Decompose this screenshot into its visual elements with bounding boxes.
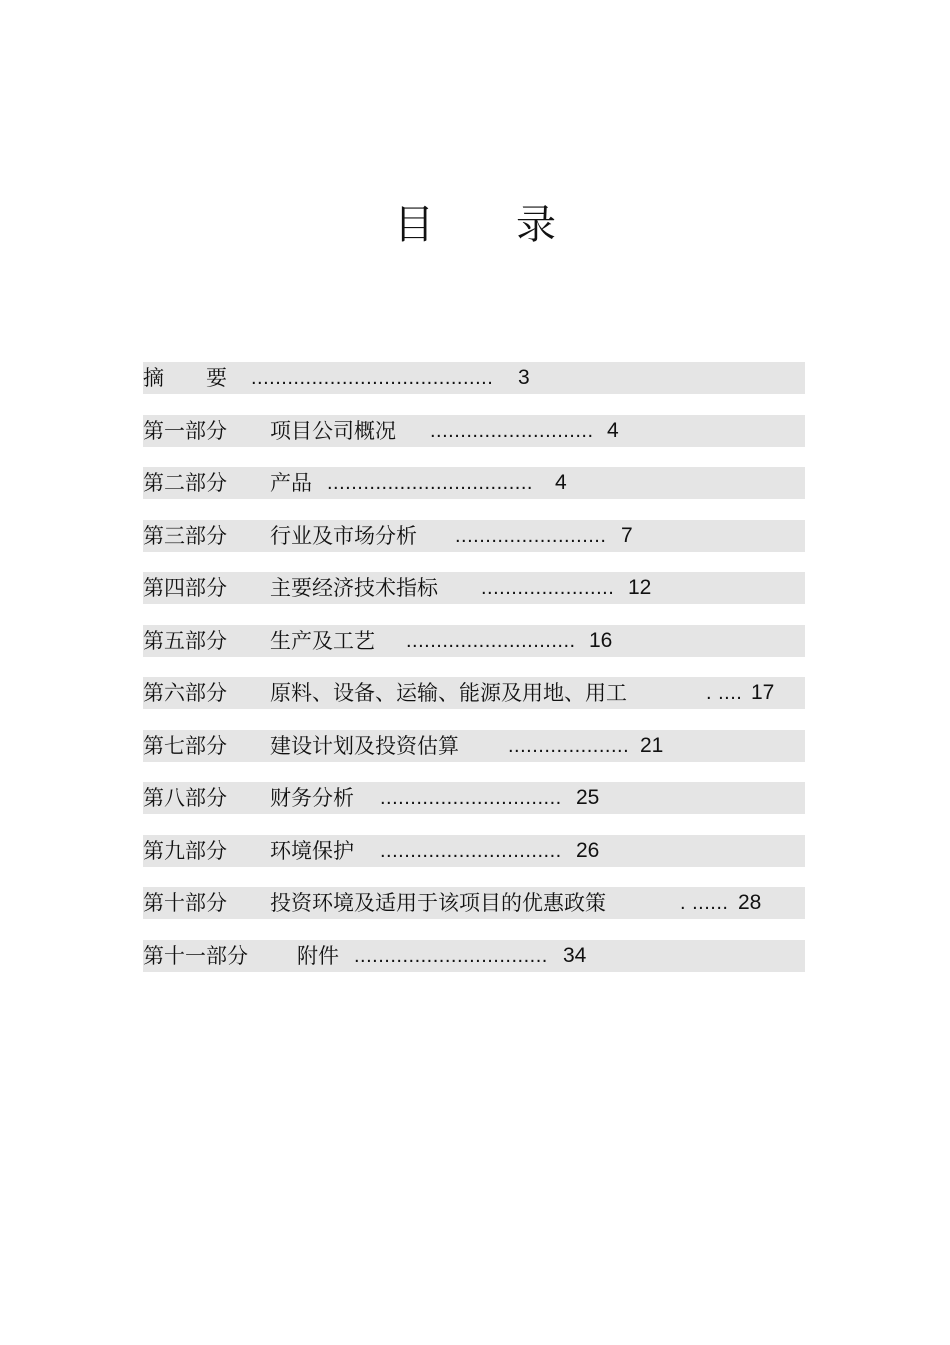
toc-entry-leader: ............................ [406,629,576,652]
toc-entry-part: 第八部分 [143,786,227,810]
toc-entry-leader: . .... [706,682,743,704]
toc-heading-char-2: 录 [516,202,556,248]
toc-entry-page: 12 [628,576,652,599]
toc-entry-title: 建设计划及投资估算 [270,733,459,758]
toc-entry-leader: ........................... [430,419,594,442]
toc-entry-part-5[interactable] [143,625,805,657]
toc-entry-part: 第三部分 [143,523,227,548]
toc-entry-part: 第四部分 [143,576,227,600]
toc-entry-title: 原料、设备、运输、能源及用地、用工 [270,681,627,705]
toc-entry-leader: ................................ [354,944,548,967]
toc-entry-abstract[interactable] [143,362,805,394]
toc-entry-leader: .................................. [327,472,533,494]
toc-entry-leader: .............................. [380,839,562,862]
toc-entry-page: 7 [621,523,633,547]
toc-heading-char-1: 目 [394,202,434,248]
toc-entry-leader: .............................. [380,787,562,809]
toc-entry-page: 21 [640,733,664,757]
toc-entry-part: 摘 要 [143,366,227,390]
toc-entry-title: 生产及工艺 [270,628,375,653]
toc-entry-title: 附件 [297,943,339,968]
toc-entry-part-8[interactable] [143,782,805,814]
toc-entry-part: 第六部分 [143,681,227,705]
toc-entry-leader: ...................... [481,577,615,599]
toc-entry-part: 第二部分 [143,471,227,495]
toc-entry-title: 项目公司概况 [270,418,396,443]
toc-entry-title: 财务分析 [270,786,354,810]
toc-entry-part-2[interactable] [143,467,805,499]
toc-entry-part-11[interactable] [143,940,805,972]
toc-entry-part-6[interactable] [143,677,805,709]
toc-entry-leader: .................... [508,734,630,757]
toc-entry-title: 行业及市场分析 [270,523,417,548]
toc-entry-page: 25 [576,786,600,809]
toc-entry-title: 投资环境及适用于该项目的优惠政策 [270,891,606,915]
toc-entry-part-3[interactable] [143,520,805,552]
toc-entry-part: 第十部分 [143,891,227,915]
toc-entry-part: 第九部分 [143,838,227,863]
toc-entry-title: 产品 [270,471,312,495]
toc-entry-part-4[interactable] [143,572,805,604]
toc-entry-part-7[interactable] [143,730,805,762]
toc-entry-part: 第十一部分 [143,943,248,968]
toc-entry-part: 第五部分 [143,628,227,653]
toc-list [143,362,805,992]
toc-entry-leader: . ...... [680,892,729,914]
toc-entry-page: 4 [555,471,567,494]
toc-entry-part-10[interactable] [143,887,805,919]
toc-entry-page: 3 [518,366,530,389]
toc-heading [0,200,950,250]
toc-entry-page: 16 [589,628,613,652]
toc-entry-page: 17 [751,681,775,704]
toc-entry-page: 26 [576,838,600,862]
toc-entry-title: 环境保护 [270,838,354,863]
toc-entry-part-1[interactable] [143,415,805,447]
toc-entry-leader: ........................................ [251,367,494,389]
toc-entry-part-9[interactable] [143,835,805,867]
toc-entry-leader: ......................... [455,524,607,547]
toc-entry-part: 第一部分 [143,418,227,443]
toc-entry-page: 28 [738,891,762,914]
toc-entry-part: 第七部分 [143,733,227,758]
toc-entry-page: 34 [563,943,587,967]
toc-entry-title: 主要经济技术指标 [270,576,438,600]
toc-entry-page: 4 [607,418,619,442]
